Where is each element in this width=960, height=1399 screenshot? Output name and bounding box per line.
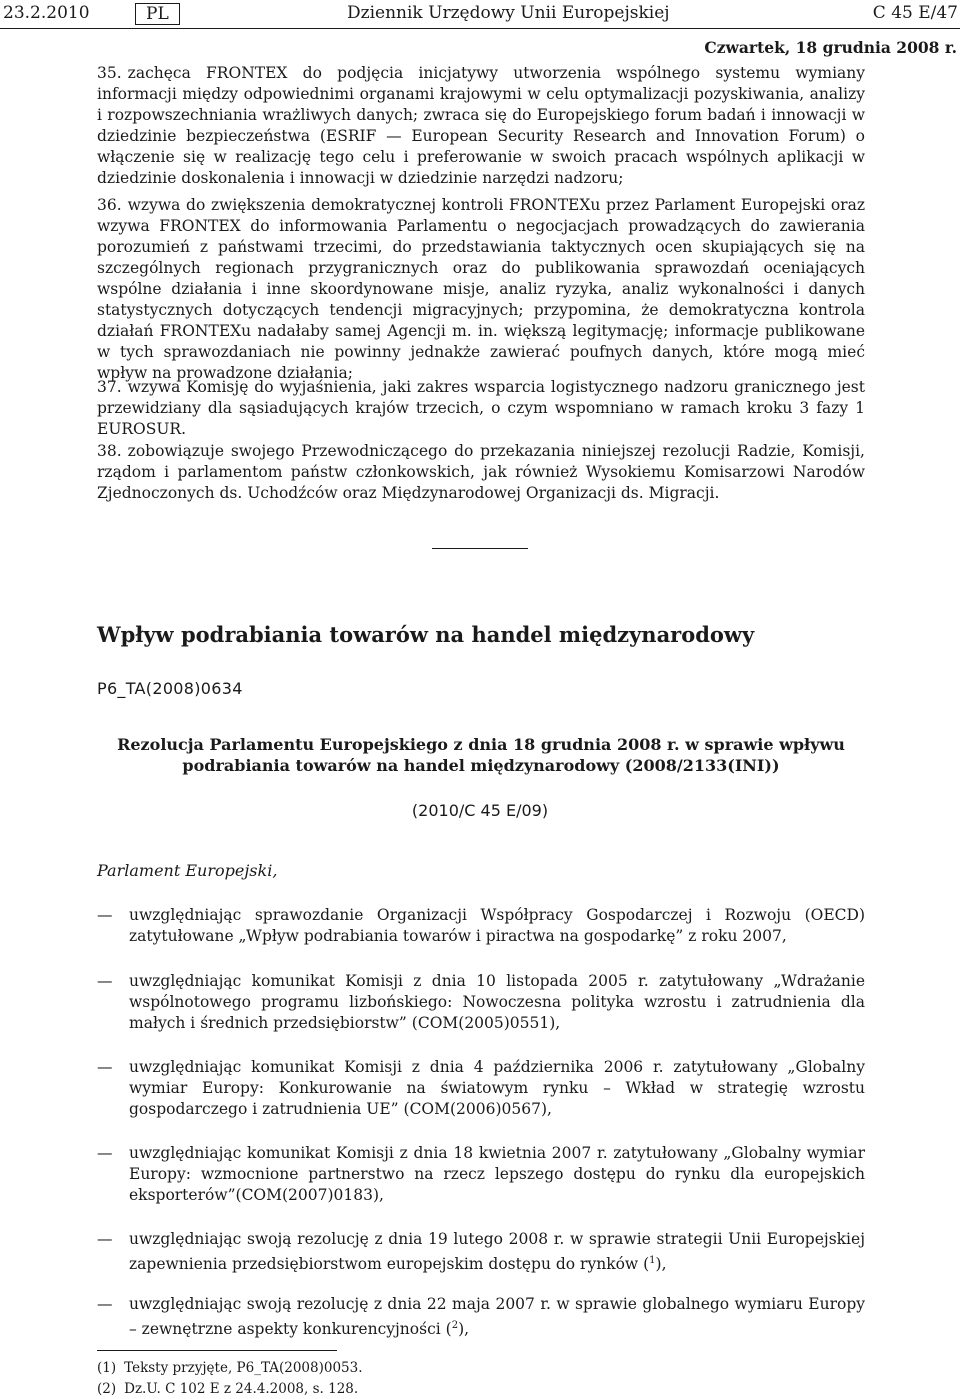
dash-marker: — <box>97 1295 113 1313</box>
paragraph-number: 36. <box>97 196 122 214</box>
footnote-mark: (2) <box>97 1381 117 1397</box>
citation-item <box>97 905 865 947</box>
document-reference: P6_TA(2008)0634 <box>97 679 243 698</box>
citation-text: uwzględniając komunikat Komisji z dnia 18 kwietnia 2007 r. zatytułowany „Globalny wymiar Europy: wzmocnione partnerstwo na rzecz lepszego dostępu do rynku dla europejskich eksporterów”(COM(2007)0183), <box>129 1144 865 1204</box>
paragraph-number: 37. <box>97 378 122 396</box>
footnote-2 <box>97 1380 358 1398</box>
section-separator <box>432 548 528 549</box>
journal-reference: C 45 E/47 <box>872 3 958 23</box>
paragraph-36 <box>97 195 865 384</box>
citation-text: uwzględniając swoją rezolucję z dnia 22 maja 2007 r. w sprawie globalnego wymiaru Europy – zewnętrzne aspekty konkurencyjności ($^2$), <box>129 1295 865 1339</box>
paragraph-37 <box>97 377 865 440</box>
citation-item <box>97 971 865 1034</box>
dash-marker: — <box>97 1230 113 1248</box>
journal-title: Dziennik Urzędowy Unii Europejskiej <box>347 3 670 23</box>
citation-item <box>97 1143 865 1206</box>
citation-text: uwzględniając swoją rezolucję z dnia 19 lutego 2008 r. w sprawie strategii Unii Europejskiej zapewnienia przedsiębiorstwom europejskim dostępu do rynków ($^1$), <box>129 1230 865 1274</box>
citation-text: uwzględniając sprawozdanie Organizacji Współpracy Gospodarczej i Rozwoju (OECD) zatytułowane „Wpływ podrabiania towarów i piractwa na gospodarkę” z roku 2007, <box>129 906 865 945</box>
citation-text: uwzględniając komunikat Komisji z dnia 4 października 2006 r. zatytułowany „Globalny wymiar Europy: Konkurowanie na światowym rynku – Wkład w strategię wzrostu gospodarczego i zatrudnienia UE” (COM(2006)0567), <box>129 1058 865 1118</box>
paragraph-text: zobowiązuje swojego Przewodniczącego do przekazania niniejszej rezolucji Radzie, Komisji, rządom i parlamentom państw członkowskich, jak również Wysokiemu Komisarzowi Narodów Zjednoczonych ds. Uchodźców oraz Międzynarodowej Organizacji ds. Migracji. <box>97 442 865 502</box>
dash-marker: — <box>97 1058 113 1076</box>
session-date: Czwartek, 18 grudnia 2008 r. <box>704 38 957 57</box>
citation-item <box>97 1057 865 1120</box>
dash-marker: — <box>97 1144 113 1162</box>
dash-marker: — <box>97 972 113 990</box>
footnote-mark: (1) <box>97 1360 117 1376</box>
paragraph-text: zachęca FRONTEX do podjęcia inicjatywy utworzenia wspólnego systemu wymiany informacji między odpowiednimi organami krajowymi w celu optymalizacji pozyskiwania, analizy i rozpowszechniania wrażliwych danych; zwraca się do Europejskiego forum badań i innowacji w dziedzinie bezpieczeństwa (ESRIF — European Security Research and Innovation Forum) o włączenie się w realizację tego celu i preferowanie w swoich pracach wspólnych aplikacji w dziedzinie doskonalenia i innowacji w dziedzinie narzędzi nadzoru; <box>97 64 865 187</box>
section-title: Wpływ podrabiania towarów na handel międzynarodowy <box>97 622 755 647</box>
footnote-text: Dz.U. C 102 E z 24.4.2008, s. 128. <box>124 1381 359 1397</box>
citation-text: uwzględniając komunikat Komisji z dnia 10 listopada 2005 r. zatytułowany „Wdrażanie wspólnotowego programu lizbońskiego: Nowoczesna polityka wzrostu i zatrudnienia dla małych i średnich przedsiębiorstw” (COM(2005)0551), <box>129 972 865 1032</box>
paragraph-number: 35. <box>97 64 122 82</box>
dash-marker: — <box>97 906 113 924</box>
parliament-heading: Parlament Europejski, <box>97 861 278 880</box>
footnote-ref-1[interactable]: 1 <box>649 1255 656 1266</box>
footnote-rule <box>97 1350 337 1351</box>
paragraph-38 <box>97 441 865 504</box>
paragraph-text: wzywa Komisję do wyjaśnienia, jaki zakres wsparcia logistycznego nadzoru granicznego jest przewidziany dla sąsiadujących krajów trzecich, o czym wspomniano w ramach kroku 3 fazy 1 EUROSUR. <box>97 378 865 438</box>
paragraph-text: wzywa do zwiększenia demokratycznej kontroli FRONTEXu przez Parlament Europejski oraz wzywa FRONTEX do informowania Parlamentu o negocjacjach prowadzących do zawierania porozumień z państwami trzecimi, do przedstawiania taktycznych ocen skupiających się na szczególnych regionach przygranicznych oraz do publikowania sprawozdań oceniających wspólne działania i inne skoordynowane misje, analiz ryzyka, analiz wykonalności i danych statystycznych dotyczących tendencji migracyjnych; przypomina, że demokratyczna kontrola działań FRONTEXu nadałaby samej Agencji m. in. większą legitymację; informacje publikowane w tych sprawozdaniach nie powinny jednakże zawierać poufnych danych, które mogą mieć wpływ na prowadzone działania; <box>97 196 865 382</box>
header-date: 23.2.2010 <box>3 3 90 23</box>
footnote-ref-2[interactable]: 2 <box>451 1320 459 1331</box>
resolution-title: Rezolucja Parlamentu Europejskiego z dnia 18 grudnia 2008 r. w sprawie wpływu podrabiania towarów na handel międzynarodowy (2008/2133(INI)) <box>117 735 845 775</box>
paragraph-number: 38. <box>97 442 122 460</box>
oj-reference: (2010/C 45 E/09) <box>411 801 549 820</box>
citation-item <box>97 1294 865 1340</box>
paragraph-35 <box>97 63 865 189</box>
header-rule <box>0 28 960 29</box>
footnote-1 <box>97 1359 363 1377</box>
language-badge: PL <box>135 3 180 25</box>
footnote-text: Teksty przyjęte, P6_TA(2008)0053. <box>124 1360 363 1376</box>
citation-item <box>97 1229 865 1275</box>
